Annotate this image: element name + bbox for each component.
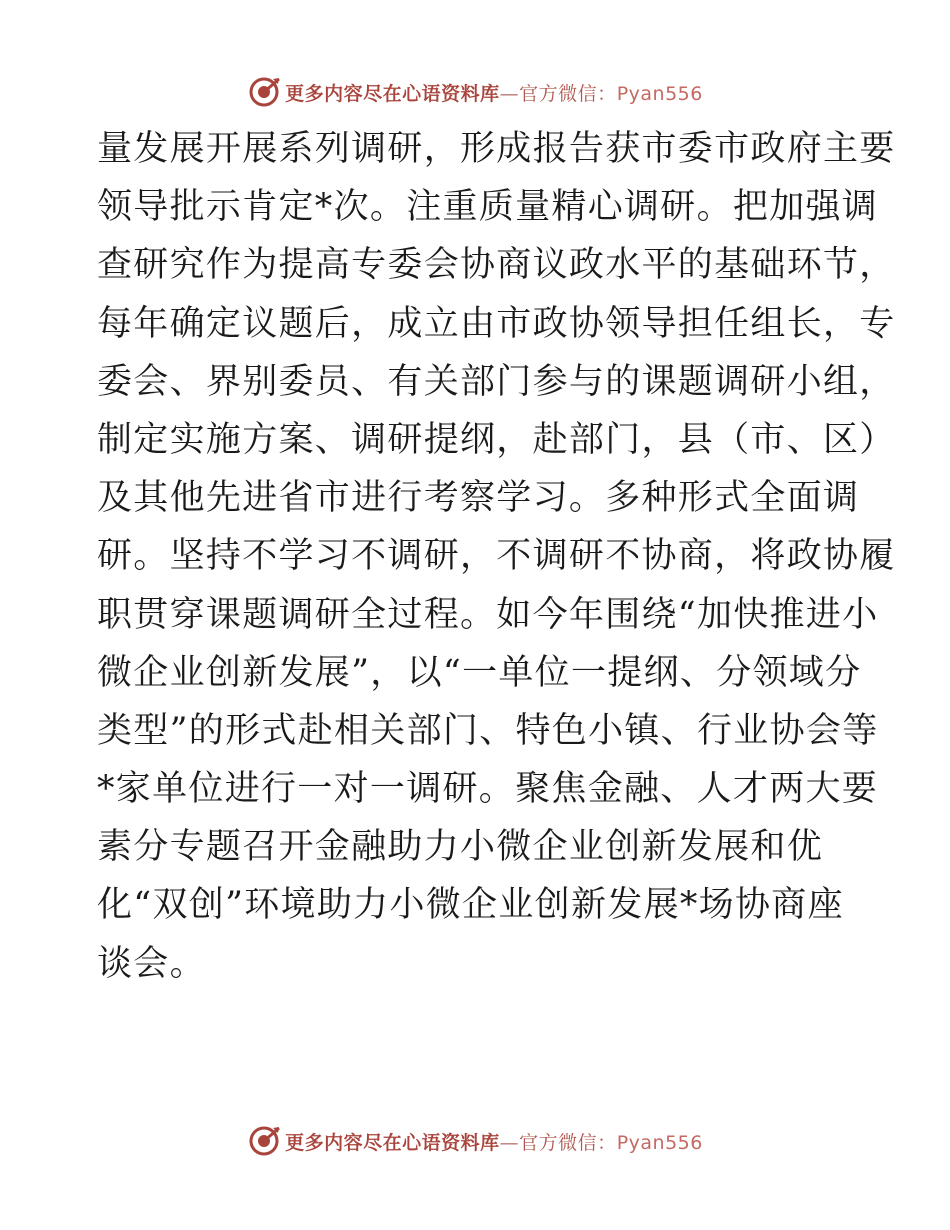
footer-banner-text	[285, 1128, 703, 1155]
body-line: 每年确定议题后，成立由市政协领导担任组长，专	[97, 303, 896, 344]
body-line: 微企业创新发展”，以“一单位一提纲、分领域分	[97, 652, 862, 693]
footer-wechat-label: 官方微信：	[519, 1131, 617, 1154]
header-site-text: 更多内容尽在心语资料库	[285, 82, 500, 105]
body-line: 研。坚持不学习不调研，不调研不协商，将政协履	[97, 536, 896, 577]
brand-logo-icon	[247, 75, 281, 109]
header-wechat-account: Pyan556	[616, 82, 703, 105]
body-line: 职贯穿课题调研全过程。如今年围绕“加快推进小	[97, 594, 879, 635]
footer-site-text: 更多内容尽在心语资料库	[285, 1131, 500, 1154]
header-banner	[0, 72, 950, 112]
header-banner-text	[285, 79, 703, 106]
body-line: 类型”的形式赴相关部门、特色小镇、行业协会等	[97, 710, 879, 751]
body-line: 量发展开展系列调研，形成报告获市委市政府主要	[97, 129, 896, 169]
header-separator: —	[499, 82, 520, 105]
body-line: 及其他先进省市进行考察学习。多种形式全面调	[97, 478, 860, 519]
body-line: *家单位进行一对一调研。聚焦金融、人才两大要	[97, 769, 879, 810]
body-line: 谈会。	[97, 943, 206, 984]
footer-separator: —	[499, 1131, 520, 1154]
body-line: 查研究作为提高专委会协商议政水平的基础环节，	[97, 245, 896, 286]
footer-wechat-account: Pyan556	[616, 1131, 703, 1154]
brand-logo-icon	[247, 1124, 281, 1158]
document-body	[97, 120, 896, 993]
header-wechat-label: 官方微信：	[519, 82, 617, 105]
body-line: 素分专题召开金融助力小微企业创新发展和优	[97, 827, 824, 868]
body-line: 化“双创”环境助力小微企业创新发展*场协商座	[97, 885, 844, 926]
footer-banner	[0, 1121, 950, 1161]
body-line: 制定实施方案、调研提纲，赴部门，县（市、区）	[97, 419, 896, 460]
body-line: 领导批示肯定*次。注重质量精心调研。把加强调	[97, 187, 879, 228]
body-line: 委会、界别委员、有关部门参与的课题调研小组，	[97, 361, 896, 402]
